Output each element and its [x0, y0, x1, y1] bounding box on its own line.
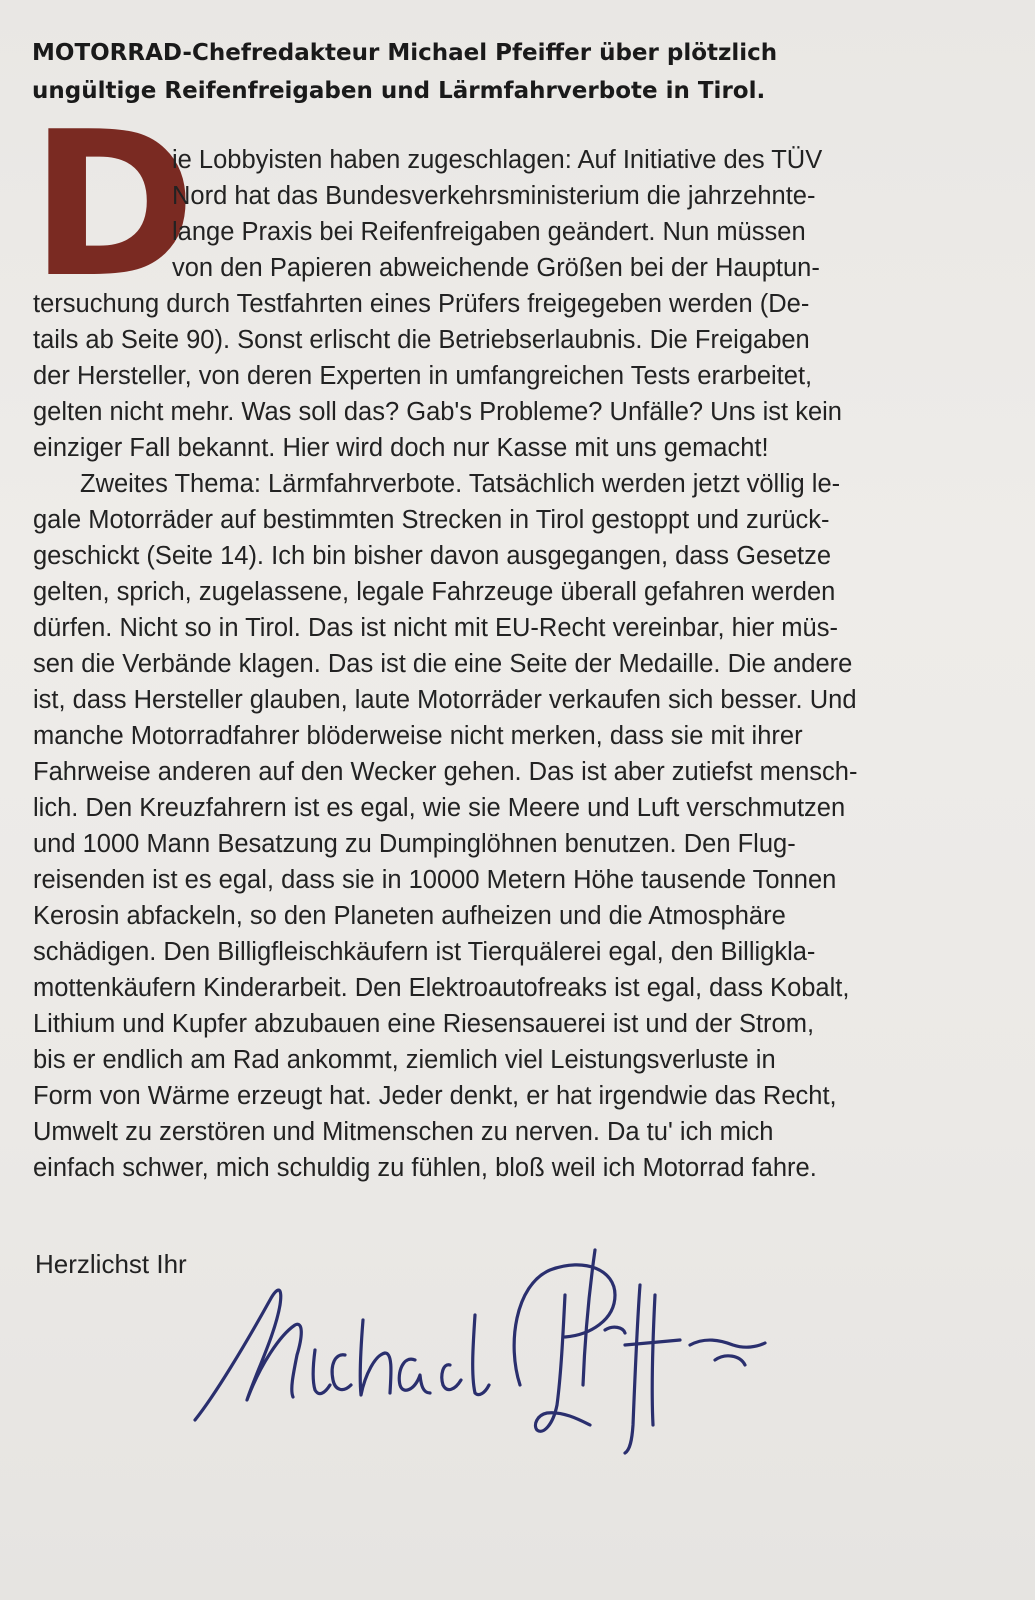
body-line: gelten, sprich, zugelassene, legale Fahrzeuge überall gefahren werden: [33, 578, 836, 606]
body-line: Fahrweise anderen auf den Wecker gehen. Das ist aber zutiefst mensch-: [33, 758, 858, 786]
body-line: einziger Fall bekannt. Hier wird doch nur Kasse mit uns gemacht!: [33, 434, 769, 462]
body-line: Form von Wärme erzeugt hat. Jeder denkt, er hat irgendwie das Recht,: [33, 1082, 837, 1110]
body-line: gelten nicht mehr. Was soll das? Gab's Probleme? Unfälle? Uns ist kein: [33, 398, 842, 426]
body-line: Umwelt zu zerstören und Mitmenschen zu nerven. Da tu' ich mich: [33, 1118, 774, 1146]
body-line: manche Motorradfahrer blöderweise nicht merken, dass sie mit ihrer: [33, 722, 803, 750]
body-line: gale Motorräder auf bestimmten Strecken in Tirol gestoppt und zurück-: [33, 506, 830, 534]
body-line: der Hersteller, von deren Experten in umfangreichen Tests erarbeitet,: [33, 362, 813, 390]
body-line: tersuchung durch Testfahrten eines Prüfers freigegeben werden (De-: [33, 290, 810, 318]
body-line: Nord hat das Bundesverkehrsministerium die jahrzehnte-: [172, 182, 816, 210]
body-line: schädigen. Den Billigfleischkäufern ist Tierquälerei egal, den Billigkla-: [33, 938, 816, 966]
drop-cap: D: [30, 89, 197, 322]
body-line: von den Papieren abweichende Größen bei der Hauptun-: [172, 254, 820, 282]
body-line: Kerosin abfackeln, so den Planeten aufheizen und die Atmosphäre: [33, 902, 786, 930]
body-line: sen die Verbände klagen. Das ist die eine Seite der Medaille. Die andere: [33, 650, 853, 678]
body-line: tails ab Seite 90). Sonst erlischt die Betriebserlaubnis. Die Freigaben: [33, 326, 810, 354]
closing-salutation: Herzlichst Ihr: [35, 1249, 187, 1279]
body-line: geschickt (Seite 14). Ich bin bisher davon ausgegangen, dass Gesetze: [33, 542, 832, 570]
headline-line-2: ungültige Reifenfreigaben und Lärmfahrverbote in Tirol.: [32, 78, 766, 104]
body-line: einfach schwer, mich schuldig zu fühlen, bloß weil ich Motorrad fahre.: [33, 1154, 817, 1182]
headline-line-1: MOTORRAD-Chefredakteur Michael Pfeiffer über plötzlich: [32, 40, 778, 66]
body-line: dürfen. Nicht so in Tirol. Das ist nicht mit EU-Recht vereinbar, hier müs-: [33, 614, 838, 642]
body-line: lich. Den Kreuzfahrern ist es egal, wie sie Meere und Luft verschmutzen: [33, 794, 846, 822]
body-line: bis er endlich am Rad ankommt, ziemlich viel Leistungsverluste in: [33, 1046, 776, 1074]
body-line: und 1000 Mann Besatzung zu Dumpinglöhnen benutzen. Den Flug-: [33, 830, 796, 858]
body-line: ie Lobbyisten haben zugeschlagen: Auf Initiative des TÜV: [172, 146, 823, 174]
body-line: reisenden ist es egal, dass sie in 10000 Metern Höhe tausende Tonnen: [33, 866, 837, 894]
body-line: ist, dass Hersteller glauben, laute Motorräder verkaufen sich besser. Und: [33, 686, 857, 714]
body-line: mottenkäufern Kinderarbeit. Den Elektroautofreaks ist egal, dass Kobalt,: [33, 974, 850, 1002]
body-line: lange Praxis bei Reifenfreigaben geändert. Nun müssen: [172, 218, 806, 246]
handwritten-signature: [185, 1225, 785, 1460]
body-line: Zweites Thema: Lärmfahrverbote. Tatsächlich werden jetzt völlig le-: [80, 470, 841, 498]
body-line: Lithium und Kupfer abzubauen eine Riesensauerei ist und der Strom,: [33, 1010, 815, 1038]
